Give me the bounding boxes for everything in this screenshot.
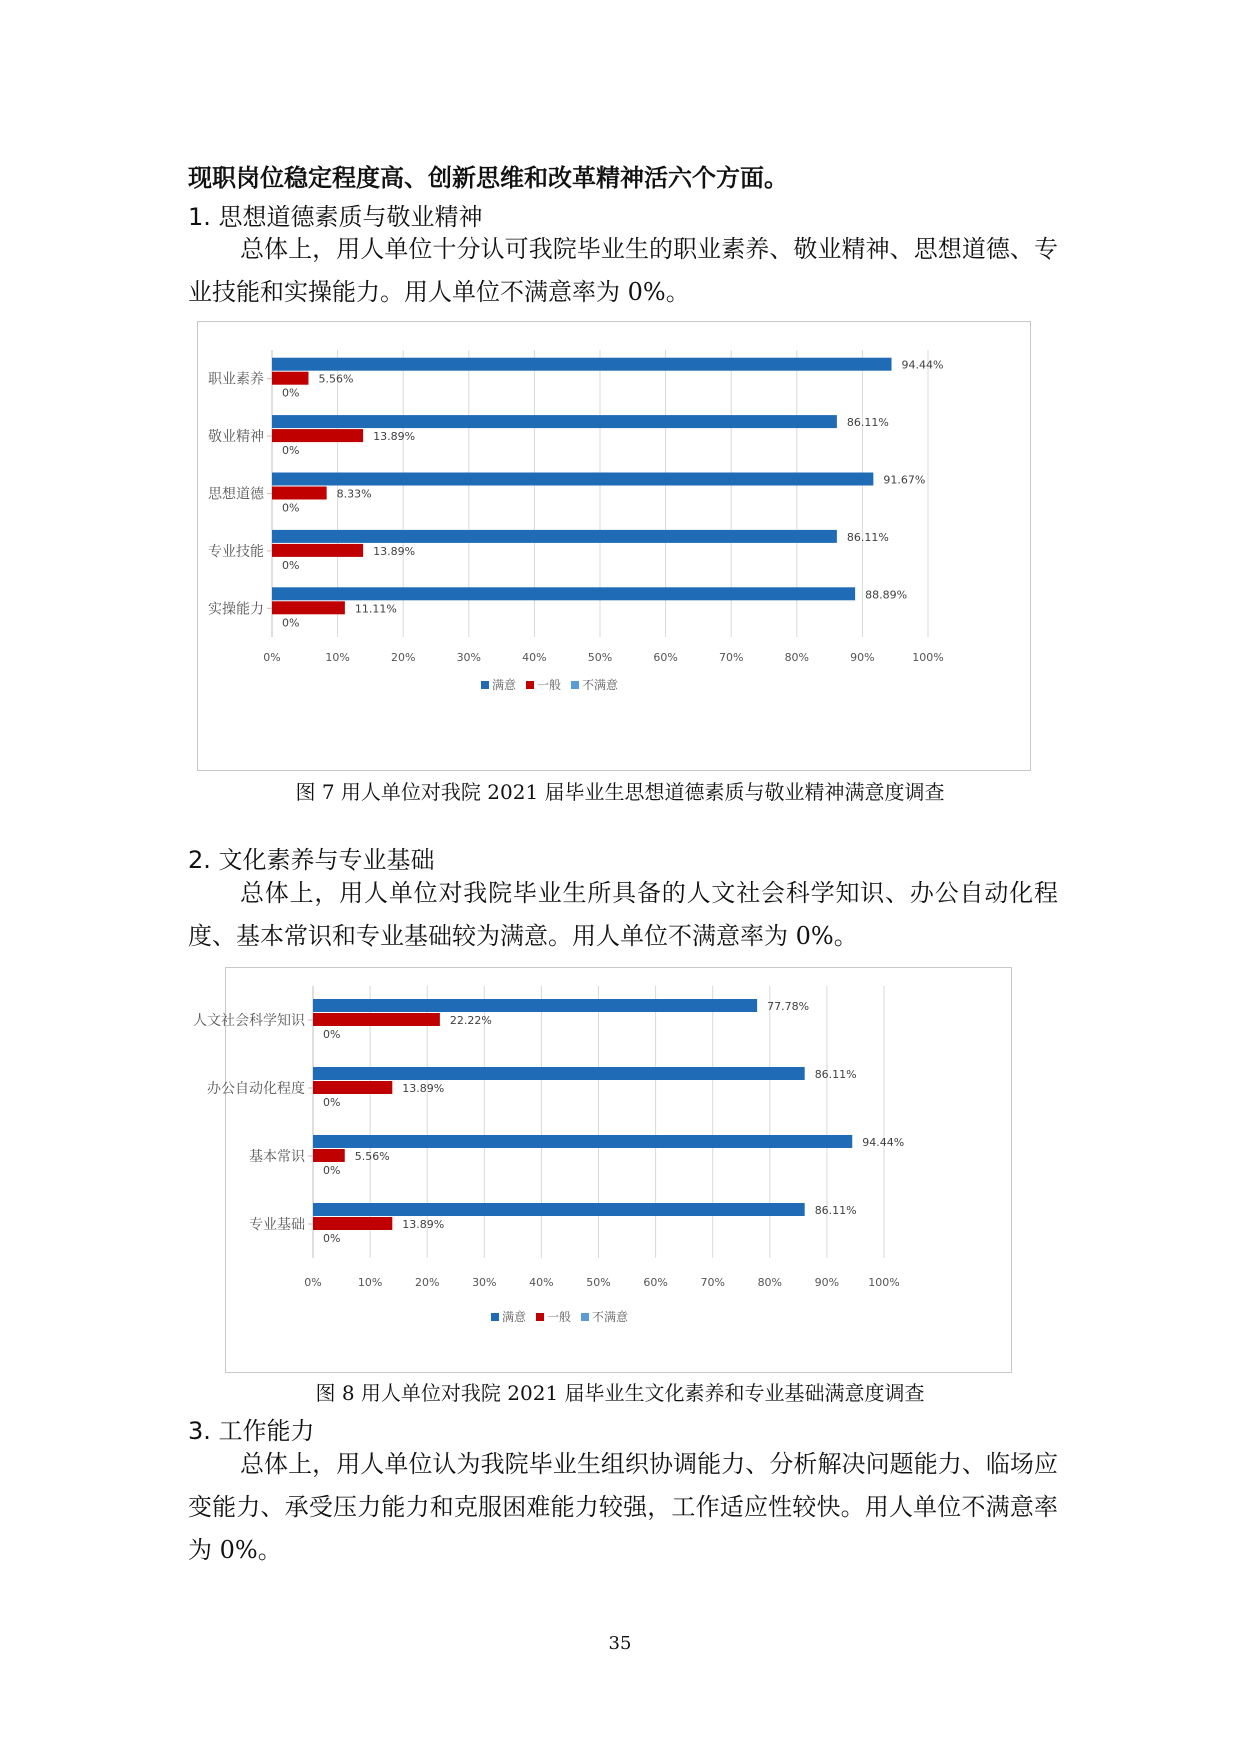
x-tick-label: 40% xyxy=(529,1276,554,1289)
data-label: 86.11% xyxy=(846,530,889,544)
bar-一般 xyxy=(313,1217,392,1230)
data-label: 5.56% xyxy=(354,1150,390,1163)
x-tick-label: 0% xyxy=(263,651,281,664)
section1-title: 1. 思想道德素质与敬业精神 xyxy=(188,203,483,231)
bar-一般 xyxy=(313,1081,392,1094)
x-tick-label: 50% xyxy=(587,651,613,664)
data-label: 11.11% xyxy=(354,602,397,616)
data-label: 0% xyxy=(323,1164,341,1177)
bar-一般 xyxy=(313,1149,345,1162)
category-label: 敬业精神 xyxy=(208,429,264,446)
bar-一般 xyxy=(272,429,363,442)
legend-label: 一般 xyxy=(537,678,562,692)
data-label: 91.67% xyxy=(883,473,926,487)
data-label: 0% xyxy=(282,558,300,572)
chart2-svg xyxy=(193,968,1011,1372)
bar-满意 xyxy=(272,530,837,543)
category-label: 职业素养 xyxy=(208,371,264,388)
x-tick-label: 60% xyxy=(653,651,678,664)
x-tick-label: 10% xyxy=(357,1276,383,1289)
data-label: 0% xyxy=(282,386,300,400)
category-label: 专业技能 xyxy=(208,543,264,560)
legend-label: 不满意 xyxy=(582,678,619,692)
section3-paragraph: 总体上，用人单位认为我院毕业生组织协调能力、分析解决问题能力、临场应变能力、承受压力能力和克服困难能力较强，工作适应性较快。用人单位不满意率为 0%。 xyxy=(188,1450,1058,1564)
section3-title: 3. 工作能力 xyxy=(188,1417,315,1445)
section2-paragraph: 总体上，用人单位对我院毕业生所具备的人文社会科学知识、办公自动化程度、基本常识和专业基础较为满意。用人单位不满意率为 0%。 xyxy=(188,879,1058,950)
x-tick-label: 50% xyxy=(586,1276,611,1289)
x-tick-label: 90% xyxy=(850,651,875,664)
data-label: 8.33% xyxy=(336,487,372,501)
data-label: 13.89% xyxy=(373,430,416,444)
bar-满意 xyxy=(272,587,855,600)
x-tick-label: 100% xyxy=(868,1276,900,1289)
data-label: 0% xyxy=(323,1028,341,1041)
bar-满意 xyxy=(272,473,873,486)
legend-swatch xyxy=(491,1313,499,1321)
legend-label: 满意 xyxy=(502,1310,527,1324)
legend-swatch xyxy=(526,681,534,689)
x-tick-label: 100% xyxy=(912,651,944,664)
data-label: 94.44% xyxy=(862,1136,905,1149)
category-label: 实操能力 xyxy=(208,601,264,618)
bar-满意 xyxy=(313,1135,852,1148)
data-label: 0% xyxy=(323,1232,341,1245)
chart2-caption: 图 8 用人单位对我院 2021 届毕业生文化素养和专业基础满意度调查 xyxy=(315,1381,925,1405)
chart2 xyxy=(193,967,1012,1373)
x-tick-label: 20% xyxy=(414,1276,440,1289)
legend-label: 满意 xyxy=(492,678,517,692)
x-tick-label: 30% xyxy=(472,1276,497,1289)
bar-一般 xyxy=(272,487,327,500)
legend-swatch xyxy=(536,1313,544,1321)
category-label: 基本常识 xyxy=(249,1149,305,1165)
category-label: 办公自动化程度 xyxy=(207,1081,305,1097)
chart1 xyxy=(197,321,1031,771)
category-label: 专业基础 xyxy=(249,1217,305,1233)
chart1-svg xyxy=(198,322,1030,770)
data-label: 86.11% xyxy=(846,416,889,430)
data-label: 22.22% xyxy=(449,1014,492,1027)
data-label: 5.56% xyxy=(318,372,354,386)
legend-swatch xyxy=(571,681,579,689)
bar-一般 xyxy=(313,1013,440,1026)
data-label: 0% xyxy=(323,1096,341,1109)
x-tick-label: 70% xyxy=(700,1276,725,1289)
x-tick-label: 40% xyxy=(522,651,547,664)
x-tick-label: 20% xyxy=(390,651,416,664)
x-tick-label: 30% xyxy=(456,651,482,664)
x-tick-label: 60% xyxy=(643,1276,668,1289)
bar-满意 xyxy=(313,999,757,1012)
section2-title: 2. 文化素养与专业基础 xyxy=(188,846,435,874)
x-tick-label: 90% xyxy=(814,1276,840,1289)
x-tick-label: 80% xyxy=(784,651,810,664)
legend-label: 一般 xyxy=(547,1310,572,1324)
bar-一般 xyxy=(272,601,345,614)
data-label: 0% xyxy=(282,616,300,630)
data-label: 77.78% xyxy=(767,1000,810,1013)
data-label: 13.89% xyxy=(402,1218,445,1231)
bar-满意 xyxy=(272,358,892,371)
section1-paragraph: 总体上，用人单位十分认可我院毕业生的职业素养、敬业精神、思想道德、专业技能和实操能力。用人单位不满意率为 0%。 xyxy=(188,235,1058,306)
bar-满意 xyxy=(313,1067,805,1080)
data-label: 86.11% xyxy=(814,1068,857,1081)
x-tick-label: 10% xyxy=(325,651,350,664)
category-label: 思想道德 xyxy=(208,486,264,503)
legend-swatch xyxy=(581,1313,589,1321)
legend-swatch xyxy=(481,681,489,689)
category-label: 人文社会科学知识 xyxy=(193,1013,305,1029)
data-label: 0% xyxy=(282,501,300,515)
data-label: 86.11% xyxy=(814,1204,857,1217)
x-tick-label: 80% xyxy=(757,1276,783,1289)
x-tick-label: 0% xyxy=(304,1276,322,1289)
data-label: 13.89% xyxy=(402,1082,445,1095)
data-label: 13.89% xyxy=(373,544,416,558)
page-number: 35 xyxy=(608,1633,632,1654)
bar-满意 xyxy=(272,415,837,428)
chart1-caption: 图 7 用人单位对我院 2021 届毕业生思想道德素质与敬业精神满意度调查 xyxy=(295,780,945,804)
intro-line: 现职岗位稳定程度高、创新思维和改革精神活六个方面。 xyxy=(188,164,788,192)
data-label: 94.44% xyxy=(901,358,944,372)
x-tick-label: 70% xyxy=(718,651,744,664)
data-label: 0% xyxy=(282,444,300,458)
legend-label: 不满意 xyxy=(592,1310,629,1324)
bar-一般 xyxy=(272,544,363,557)
bar-一般 xyxy=(272,372,308,385)
bar-满意 xyxy=(313,1203,805,1216)
data-label: 88.89% xyxy=(865,588,908,602)
